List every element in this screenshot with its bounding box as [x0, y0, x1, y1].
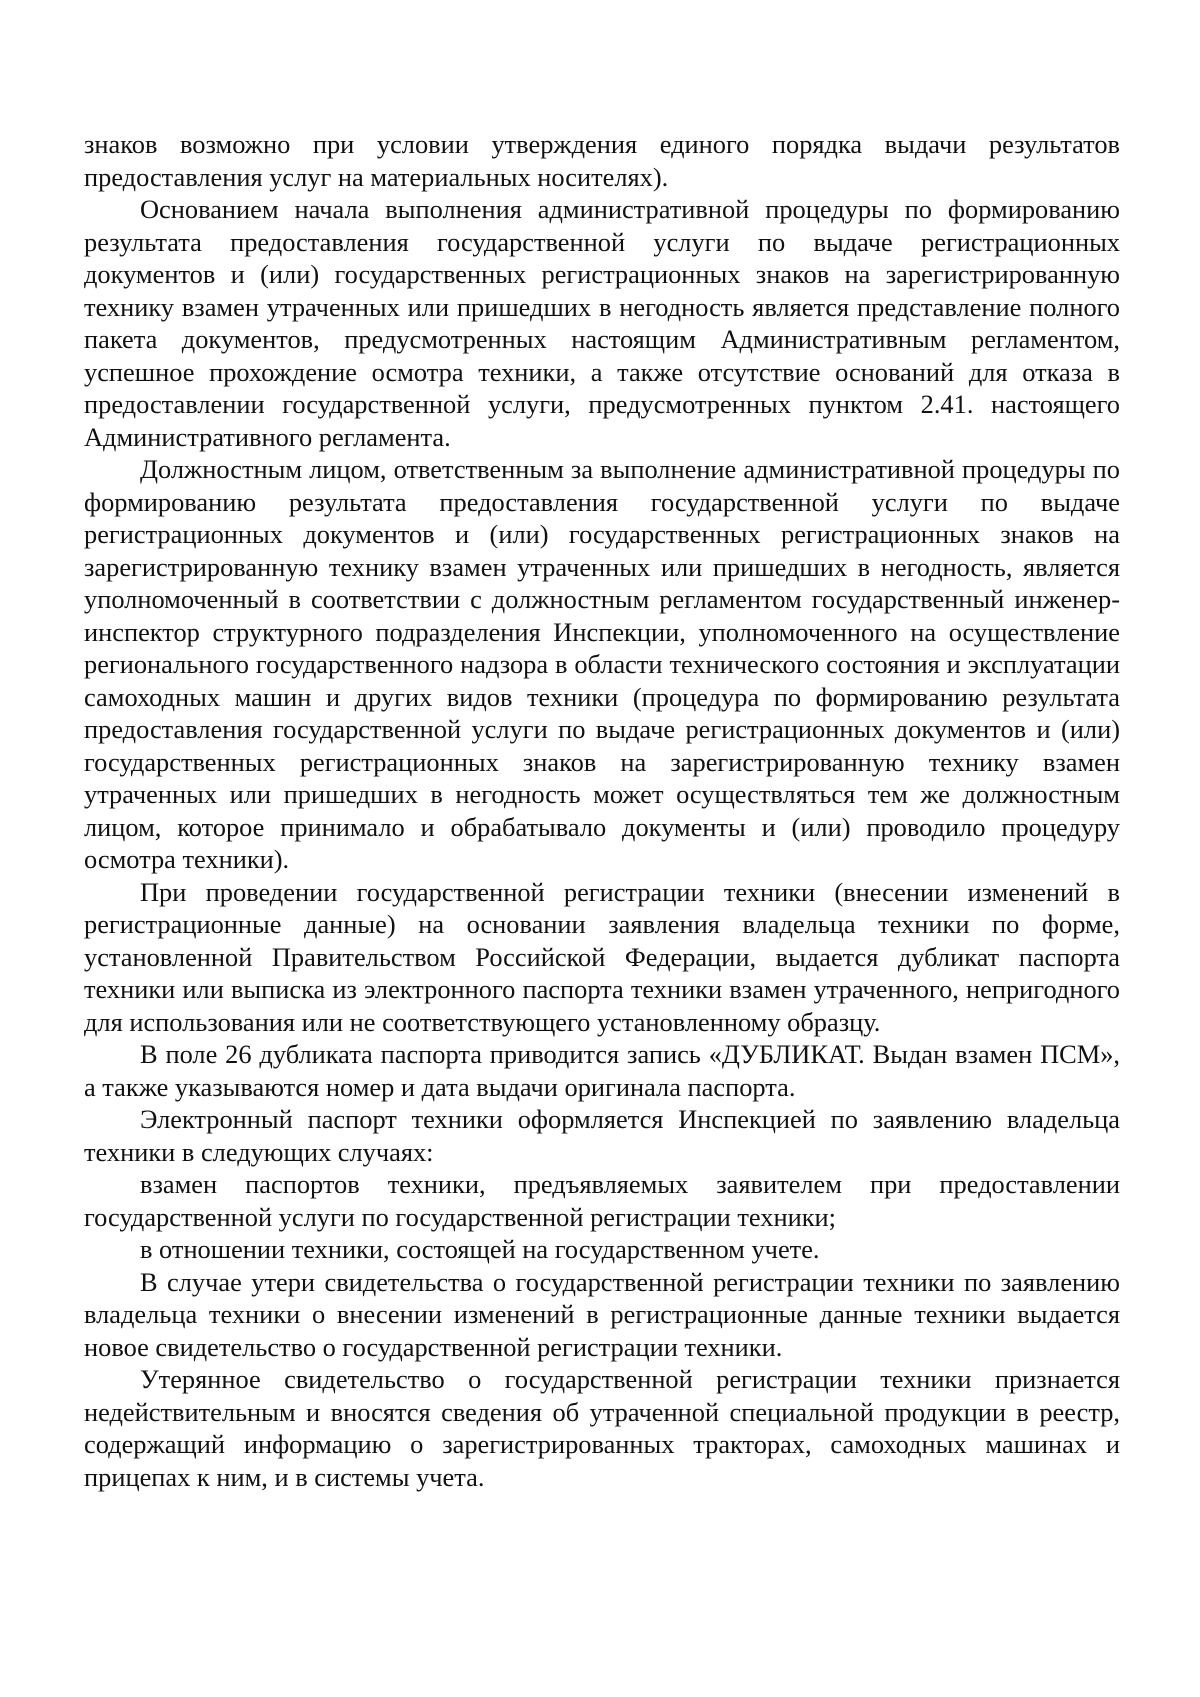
- paragraph-case-replacement: взамен паспортов техники, предъявляемых заявителем при предоставлении государственной услуги по государственной регистрации техники;: [84, 1169, 1120, 1232]
- paragraph-responsible-official: Должностным лицом, ответственным за выполнение административной процедуры по формированию результата предоставления государственной услуги по выдаче регистрационных документов и (или) государственных регистрационных знаков на зарегистрированную технику взамен утраченных или пришедших в негодность, является уполномоченный в соответствии с должностным регламентом государственный инженер-инспектор структурного подразделения Инспекции, уполномоченного на осуществление регионального государственного надзора в области технического состояния и эксплуатации самоходных машин и других видов техники (процедура по формированию результата предоставления государственной услуги по выдаче регистрационных документов и (или) государственных регистрационных знаков на зарегистрированную технику взамен утраченных или пришедших в негодность может осуществляться тем же должностным лицом, которое принимало и обрабатывало документы и (или) проводило процедуру осмотра техники).: [84, 454, 1120, 874]
- paragraph-duplicate-passport: При проведении государственной регистрации техники (внесении изменений в регистрационные данные) на основании заявления владельца техники по форме, установленной Правительством Российской Федерации, выдается дубликат паспорта техники или выписка из электронного паспорта техники взамен утраченного, непригодного для использования или не соответствующего установленному образцу.: [84, 876, 1120, 1037]
- paragraph-continuation: знаков возможно при условии утверждения единого порядка выдачи результатов предоставления услуг на материальных носителях).: [84, 129, 1120, 192]
- paragraph-basis: Основанием начала выполнения административной процедуры по формированию результата предоставления государственной услуги по выдаче регистрационных документов и (или) государственных регистрационных знаков на зарегистрированную технику взамен утраченных или пришедших в негодность является представление полного пакета документов, предусмотренных настоящим Административным регламентом, успешное прохождение осмотра техники, а также отсутствие оснований для отказа в предоставлении государственной услуги, предусмотренных пунктом 2.41. настоящего Административного регламента.: [84, 194, 1120, 452]
- document-page: [84, 128, 1120, 1493]
- paragraph-field-26: В поле 26 дубликата паспорта приводится запись «ДУБЛИКАТ. Выдан взамен ПСМ», а также указываются номер и дата выдачи оригинала паспорта.: [84, 1039, 1120, 1102]
- paragraph-case-registered: в отношении техники, состоящей на государственном учете.: [140, 1234, 820, 1264]
- paragraph-electronic-passport: Электронный паспорт техники оформляется Инспекцией по заявлению владельца техники в следующих случаях:: [84, 1104, 1120, 1167]
- paragraph-lost-certificate: В случае утери свидетельства о государственной регистрации техники по заявлению владельца техники о внесении изменений в регистрационные данные техники выдается новое свидетельство о государственной регистрации техники.: [84, 1266, 1120, 1362]
- paragraph-invalid-certificate: Утерянное свидетельство о государственной регистрации техники признается недействительным и вносятся сведения об утраченной специальной продукции в реестр, содержащий информацию о зарегистрированных тракторах, самоходных машинах и прицепах к ним, и в системы учета.: [84, 1364, 1120, 1492]
